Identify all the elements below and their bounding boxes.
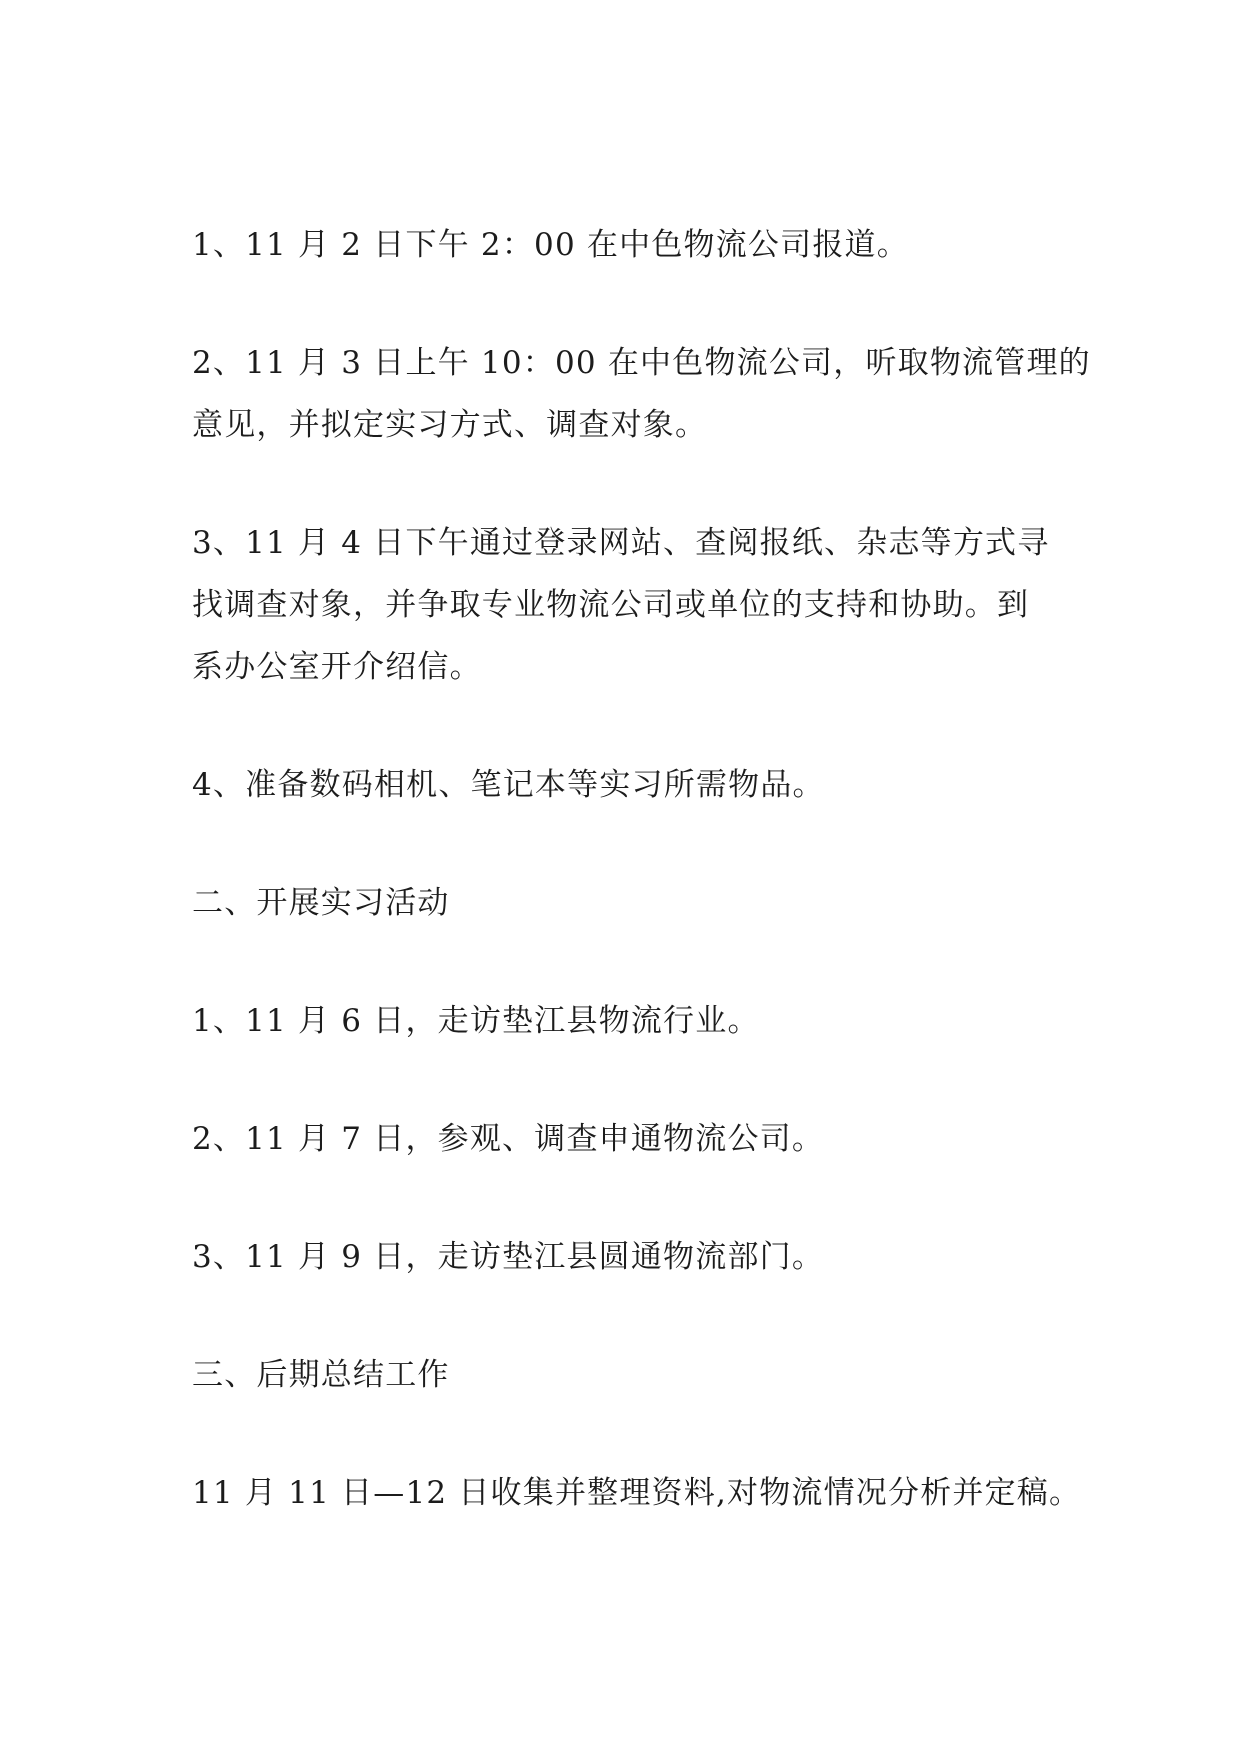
section-heading-activities [192, 872, 1091, 934]
list-item-activity-3 [192, 1226, 1091, 1288]
paragraph-2-line-2: 意见，并拟定实习方式、调查对象。 [192, 407, 708, 443]
list-item-preparation-1 [192, 214, 1091, 276]
paragraph-2-line-1: 2、11 月 3 日上午 10：00 在中色物流公司，听取物流管理的 [192, 345, 1091, 381]
list-item-preparation-4 [192, 754, 1091, 816]
paragraph-4-line-1: 4、准备数码相机、笔记本等实习所需物品。 [192, 767, 825, 803]
list-item-preparation-3 [192, 512, 1091, 698]
paragraph-10-line-1: 11 月 11 日—12 日收集并整理资料,对物流情况分析并定稿。 [192, 1475, 1082, 1511]
section-heading-3: 三、后期总结工作 [192, 1357, 450, 1393]
paragraph-7-line-1: 2、11 月 7 日，参观、调查申通物流公司。 [192, 1121, 825, 1157]
list-item-activity-1 [192, 990, 1091, 1052]
paragraph-1-line-1: 1、11 月 2 日下午 2：00 在中色物流公司报道。 [192, 227, 909, 263]
list-item-preparation-2 [192, 332, 1091, 456]
list-item-activity-2 [192, 1108, 1091, 1170]
paragraph-8-line-1: 3、11 月 9 日，走访垫江县圆通物流部门。 [192, 1239, 825, 1275]
paragraph-3-line-3: 系办公室开介绍信。 [192, 649, 482, 685]
paragraph-3-line-1: 3、11 月 4 日下午通过登录网站、查阅报纸、杂志等方式寻 [192, 525, 1050, 561]
section-heading-summary [192, 1344, 1091, 1406]
paragraph-6-line-1: 1、11 月 6 日，走访垫江县物流行业。 [192, 1003, 760, 1039]
section-heading-2: 二、开展实习活动 [192, 885, 450, 921]
summary-paragraph [192, 1462, 1091, 1524]
paragraph-3-line-2: 找调查对象，并争取专业物流公司或单位的支持和协助。到 [192, 587, 1030, 623]
